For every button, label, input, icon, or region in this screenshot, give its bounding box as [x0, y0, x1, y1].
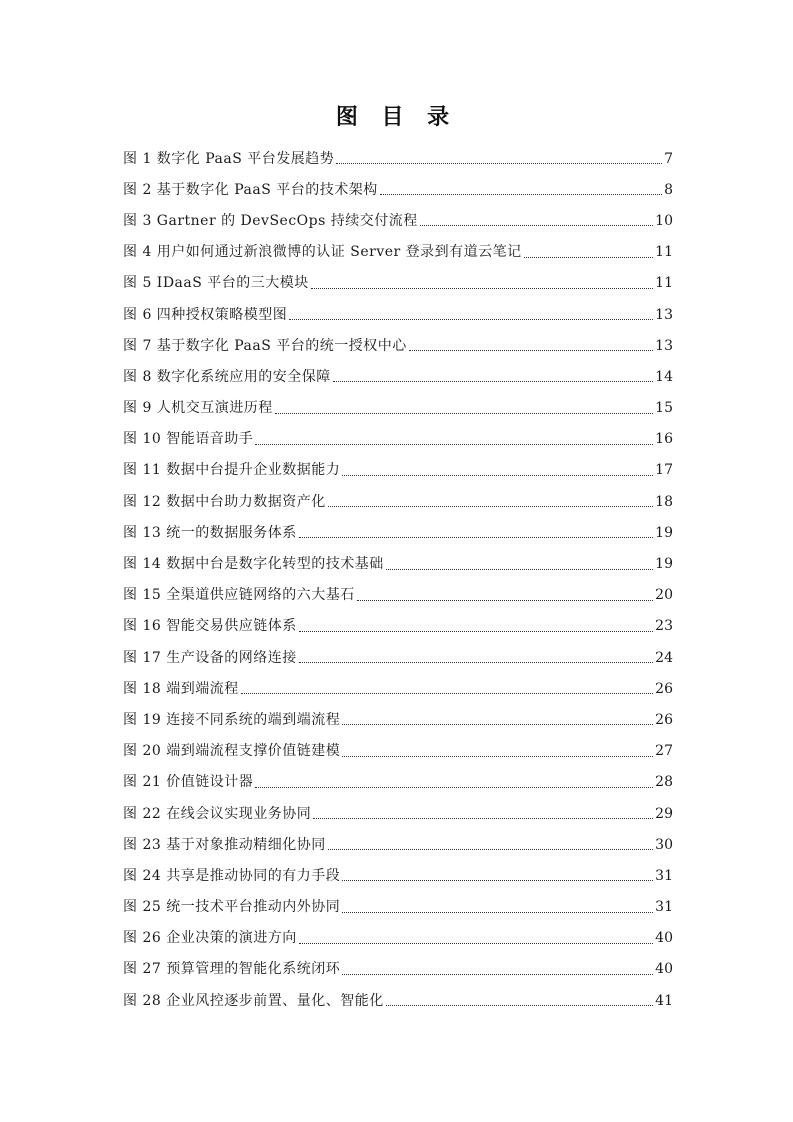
toc-entry-page: 41	[655, 992, 673, 1009]
dot-leader	[333, 381, 653, 382]
toc-entry[interactable]	[123, 361, 673, 392]
toc-entry[interactable]	[123, 299, 673, 330]
toc-entry-label: 图 5 IDaaS 平台的三大模块	[123, 275, 309, 292]
toc-entry[interactable]	[123, 393, 673, 424]
toc-entry-label: 图 20 端到端流程支撑价值链建模	[123, 743, 341, 760]
dot-leader	[255, 444, 653, 445]
dot-leader	[299, 943, 653, 944]
toc-entry[interactable]	[123, 673, 673, 704]
toc-entry[interactable]	[123, 580, 673, 611]
toc-entry[interactable]	[123, 923, 673, 954]
toc-entry-page: 13	[655, 337, 673, 354]
dot-leader	[311, 288, 653, 289]
toc-entry-page: 29	[655, 805, 673, 822]
toc-entry-page: 26	[655, 680, 673, 697]
toc-entry[interactable]	[123, 143, 673, 174]
toc-entry-label: 图 25 统一技术平台推动内外协同	[123, 899, 341, 916]
toc-entry[interactable]	[123, 767, 673, 798]
toc-entry-page: 26	[655, 711, 673, 728]
toc-entry-page: 30	[655, 836, 673, 853]
toc-entry-page: 23	[655, 618, 673, 635]
toc-entry-page: 8	[664, 181, 673, 198]
toc-entry-page: 40	[655, 961, 673, 978]
toc-entry-label: 图 6 四种授权策略模型图	[123, 306, 288, 323]
dot-leader	[380, 194, 662, 195]
dot-leader	[342, 724, 653, 725]
toc-entry-page: 19	[655, 524, 673, 541]
toc-entry-page: 15	[655, 400, 673, 417]
toc-entry[interactable]	[123, 642, 673, 673]
toc-entry[interactable]	[123, 424, 673, 455]
dot-leader	[342, 974, 653, 975]
toc-entry-label: 图 21 价值链设计器	[123, 774, 254, 791]
toc-entry-label: 图 15 全渠道供应链网络的六大基石	[123, 587, 355, 604]
dot-leader	[342, 475, 653, 476]
dot-leader	[336, 163, 662, 164]
toc-entry-label: 图 18 端到端流程	[123, 680, 239, 697]
toc-entry-page: 11	[655, 275, 673, 292]
dot-leader	[275, 413, 653, 414]
toc-entry[interactable]	[123, 954, 673, 985]
toc-entry-label: 图 22 在线会议实现业务协同	[123, 805, 312, 822]
toc-entry-page: 19	[655, 556, 673, 573]
toc-entry-page: 24	[655, 649, 673, 666]
toc-entry[interactable]	[123, 268, 673, 299]
toc-entry-label: 图 17 生产设备的网络连接	[123, 649, 297, 666]
toc-entry-label: 图 2 基于数字化 PaaS 平台的技术架构	[123, 181, 378, 198]
toc-entry-label: 图 14 数据中台是数字化转型的技术基础	[123, 556, 384, 573]
dot-leader	[386, 569, 653, 570]
toc-entry-label: 图 7 基于数字化 PaaS 平台的统一授权中心	[123, 337, 407, 354]
toc-entry-label: 图 23 基于对象推动精细化协同	[123, 836, 326, 853]
toc-entry[interactable]	[123, 736, 673, 767]
toc-entry-label: 图 4 用户如何通过新浪微博的认证 Server 登录到有道云笔记	[123, 244, 522, 261]
toc-entry-label: 图 8 数字化系统应用的安全保障	[123, 368, 331, 385]
page-title: 图 目 录	[335, 105, 458, 130]
toc-entry-page: 14	[655, 368, 673, 385]
toc-entry-page: 31	[655, 899, 673, 916]
toc-entry[interactable]	[123, 330, 673, 361]
toc-entry-page: 28	[655, 774, 673, 791]
toc-entry-page: 40	[655, 930, 673, 947]
toc-entry-label: 图 24 共享是推动协同的有力手段	[123, 867, 341, 884]
toc-entry[interactable]	[123, 892, 673, 923]
toc-entry-page: 18	[655, 493, 673, 510]
toc-entry[interactable]	[123, 985, 673, 1016]
toc-entry-page: 31	[655, 867, 673, 884]
dot-leader	[342, 756, 653, 757]
toc-entry-label: 图 1 数字化 PaaS 平台发展趋势	[123, 150, 335, 167]
toc-entry[interactable]	[123, 174, 673, 205]
dot-leader	[342, 912, 653, 913]
dot-leader	[420, 225, 653, 226]
dot-leader	[313, 818, 653, 819]
toc-entry-label: 图 13 统一的数据服务体系	[123, 524, 297, 541]
toc-entry-page: 27	[655, 743, 673, 760]
toc-entry-label: 图 19 连接不同系统的端到端流程	[123, 711, 341, 728]
toc-entry[interactable]	[123, 829, 673, 860]
dot-leader	[299, 662, 653, 663]
toc-entry-label: 图 10 智能语音助手	[123, 431, 254, 448]
toc-entry[interactable]	[123, 611, 673, 642]
figure-list	[123, 143, 673, 1016]
toc-entry-page: 11	[655, 244, 673, 261]
toc-entry[interactable]	[123, 517, 673, 548]
toc-entry-page: 10	[655, 212, 673, 229]
toc-entry[interactable]	[123, 798, 673, 829]
toc-entry-page: 13	[655, 306, 673, 323]
toc-entry-label: 图 9 人机交互演进历程	[123, 400, 273, 417]
dot-leader	[299, 631, 653, 632]
toc-entry[interactable]	[123, 548, 673, 579]
toc-entry-page: 20	[655, 587, 673, 604]
dot-leader	[409, 350, 653, 351]
toc-entry[interactable]	[123, 205, 673, 236]
toc-entry[interactable]	[123, 704, 673, 735]
toc-entry-label: 图 27 预算管理的智能化系统闭环	[123, 961, 341, 978]
dot-leader	[328, 506, 653, 507]
toc-entry-page: 17	[655, 462, 673, 479]
dot-leader	[255, 787, 653, 788]
toc-entry[interactable]	[123, 860, 673, 891]
dot-leader	[357, 600, 653, 601]
dot-leader	[328, 849, 653, 850]
dot-leader	[386, 1005, 653, 1006]
toc-entry[interactable]	[123, 237, 673, 268]
dot-leader	[524, 257, 654, 258]
toc-entry-label: 图 16 智能交易供应链体系	[123, 618, 297, 635]
toc-entry[interactable]	[123, 486, 673, 517]
toc-entry-label: 图 12 数据中台助力数据资产化	[123, 493, 326, 510]
toc-entry-label: 图 28 企业风控逐步前置、量化、智能化	[123, 992, 384, 1009]
dot-leader	[342, 880, 653, 881]
toc-entry-page: 16	[655, 431, 673, 448]
dot-leader	[241, 693, 653, 694]
dot-leader	[299, 537, 653, 538]
toc-entry[interactable]	[123, 455, 673, 486]
toc-entry-page: 7	[664, 150, 673, 167]
toc-entry-label: 图 26 企业决策的演进方向	[123, 930, 297, 947]
toc-entry-label: 图 11 数据中台提升企业数据能力	[123, 462, 341, 479]
toc-entry-label: 图 3 Gartner 的 DevSecOps 持续交付流程	[123, 212, 418, 229]
dot-leader	[289, 319, 653, 320]
